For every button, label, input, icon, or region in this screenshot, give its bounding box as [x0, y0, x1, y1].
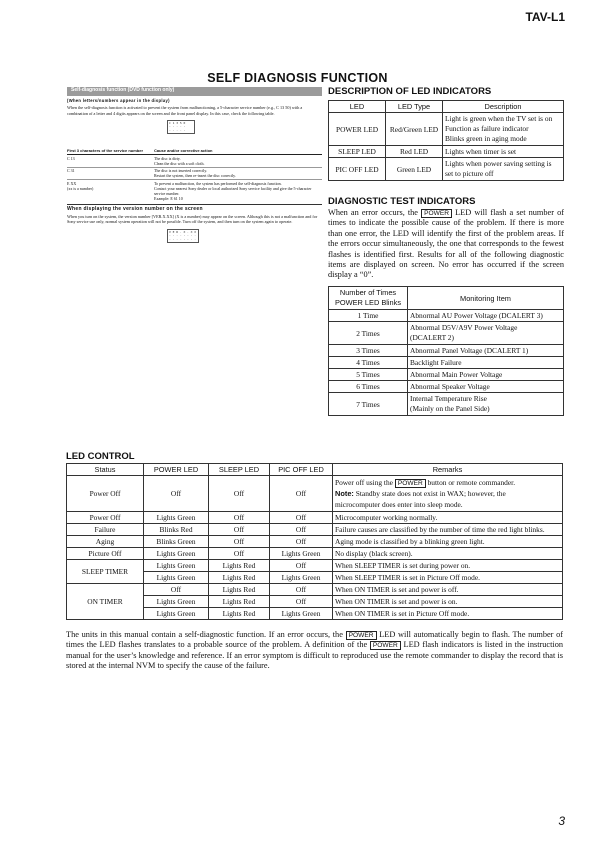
diagnostic-paragraph: When an error occurs, the POWER LED will flash a set number of times to indicate the possible cause of the problem. If there is more than one error, the LED will identify the first of the problem areas. If the errors occur simultaneously, the one that corresponds to the fewest flashes is identified first. Results for all of the following diagnostic items are displayed on screen. No error has occurred if the screen display a “0”. — [328, 208, 564, 280]
diagnostic-heading: DIAGNOSTIC TEST INDICATORS — [328, 196, 476, 207]
version-display: V E R . X . X X - - - - - - - - - - - - - - - - — [167, 229, 199, 243]
subhead-version: When displaying the version number on the screen — [67, 205, 203, 212]
table-row: 1 Time Abnormal AU Power Voltage (DCALERT 3) — [329, 310, 564, 322]
footer-paragraph: The units in this manual contain a self-diagnostic function. If an error occurs, the POWER LED will automatically begin to flash. The number of times the LED flashes translates to a probable source of the problem. A definition of the POWER LED flash indicators is listed in the instruction manual for the user’s knowledge and reference. If an error symptom is difficult to reproduced use the remote commander to display the record that is stored at the internal NVM to specify the cause of the failure. — [66, 630, 564, 671]
power-label: POWER — [421, 209, 452, 218]
power-label: POWER — [346, 631, 377, 640]
service-number-display: C 1 3 5 0 - - - - - - - - - - — [167, 120, 195, 134]
table-row: PIC OFF LED Green LED Lights when power saving setting is set to picture off — [329, 158, 564, 181]
table-row: 6 Times Abnormal Speaker Voltage — [329, 381, 564, 393]
table-row: SLEEP TIMER Lights Green Lights Red Off When SLEEP TIMER is set during power on. — [67, 560, 563, 572]
table-row: Power Off Off Off Off Power off using the POWER button or remote commander. Note: Standby state does not exist in WAX; however, the microcomputer does enter into sleep mode. — [67, 476, 563, 512]
power-button-label: POWER — [395, 479, 426, 488]
table-row: Lights Green Lights Red Lights Green When ON TIMER is set in Picture Off mode. — [67, 608, 563, 620]
led-description-heading: DESCRIPTION OF LED INDICATORS — [328, 86, 492, 97]
table-row: Lights Green Lights Red Off When ON TIMER is set and power is on. — [67, 596, 563, 608]
divider — [67, 204, 322, 205]
table-row: C 31 The disc is not inserted correctly. Restart the system, then re-insert the disc correctly. — [67, 167, 322, 180]
table-row: E XX (xx is a number) To prevent a malfunction, the system has performed the self-diagnosis function. Contact your nearest Sony dealer or local authorized Sony service facility and give the 5-character service number. Example: E 61 10 — [67, 180, 322, 202]
page-title: SELF DIAGNOSIS FUNCTION — [207, 71, 388, 85]
model-number: TAV-L1 — [525, 10, 565, 24]
table-row: Power Off Lights Green Off Off Microcomputer working normally. — [67, 512, 563, 524]
table-row: 7 Times Internal Temperature Rise (Mainly on the Panel Side) — [329, 393, 564, 416]
diagnostic-table: Number of Times POWER LED Blinks Monitoring Item 1 Time Abnormal AU Power Voltage (DCALERT 3) 2 Times Abnormal D5V/A9V Power Voltage (DCALERT 2) 3 Times Abnormal Panel Voltage (DCALERT 1) 4 Times Backlight Failure 5 Times Abnormal Main Power Voltage 6 Times Abnormal Speaker Voltage 7 Times Internal Temperature Rise (Mainly on the Panel Side) — [328, 286, 564, 416]
table-row: 3 Times Abnormal Panel Voltage (DCALERT 1) — [329, 345, 564, 357]
table-row: ON TIMER Off Lights Red Off When ON TIMER is set and power is off. — [67, 584, 563, 596]
led-description-table: LED LED Type Description POWER LED Red/Green LED Light is green when the TV set is on Function as failure indicator Blinks green in aging mode SLEEP LED Red LED Lights when timer is set PIC OFF LED Green LED Lights when power saving setting is set to picture off — [328, 100, 564, 181]
version-paragraph: When you turn on the system, the version number [VER.X.XX] (X is a number) may appear on the screen. Although this is not a malfunction and for Sony service use only, normal system operation will not be possible. Turn off the system, and then turn on the system again to operate. — [67, 214, 318, 225]
table-row: 5 Times Abnormal Main Power Voltage — [329, 369, 564, 381]
service-code-table: First 3 characters of the service number Cause and/or corrective action C 13 The disc is dirty. Clean the disc with a soft cloth. C 31 The disc is not inserted correctly. Restart the system, then re-insert the disc correctly. E XX (xx is a number) To prevent a malfunction, the system has performed the self-diagnosis function. Contact your nearest Sony dealer or local authorized Sony service facility and give the 5-character service number. Example: E 61 10 — [67, 148, 322, 202]
table-row: 2 Times Abnormal D5V/A9V Power Voltage (DCALERT 2) — [329, 322, 564, 345]
power-label: POWER — [370, 641, 401, 650]
led-control-heading: LED CONTROL — [66, 451, 135, 462]
table-row: POWER LED Red/Green LED Light is green when the TV set is on Function as failure indicator Blinks green in aging mode — [329, 113, 564, 146]
table-row: Lights Green Lights Red Lights Green When SLEEP TIMER is set in Picture Off mode. — [67, 572, 563, 584]
table-row: Failure Blinks Red Off Off Failure causes are classified by the number of time the red light blinks. — [67, 524, 563, 536]
intro-paragraph: When the self-diagnosis function is activated to prevent the system from malfunctioning, a 5-character service number (e.g., C 13 50) with a combination of a letter and 4 digits appears on the screen and the front panel display. In this case, check the following table. — [67, 105, 303, 116]
table-row: 4 Times Backlight Failure — [329, 357, 564, 369]
self-diagnosis-title: Self-diagnosis function (DVD function only) — [67, 87, 322, 96]
subhead-letters: (When letters/numbers appear in the display) — [67, 98, 170, 103]
led-control-table: Status POWER LED SLEEP LED PIC OFF LED Remarks Power Off Off Off Off Power off using the POWER button or remote commander. Note: Standby state does not exist in WAX; however, the microcomputer does enter into sleep mode. Power Off Lights Green Off Off Microcomputer working normally. Failure Blinks Red Off Off Failure causes are classified by the number of time the red light blinks. Aging Blinks Green Off Off Aging mode is classified by a blinking green light. Picture Off Lights Green Off Lights Green No display (black screen). SLEEP TIMER Lights Green Lights Red Off When SLEEP TIMER is set during power on. Lights Green Lights Red Lights Green When SLEEP TIMER is set in Picture Off mode. ON TIMER Off Lights Red Off When ON TIMER is set and power is off. Lights Green Lights Red Off When ON TIMER is set and power is on. Lights Green Lights Red Lights Green When ON TIMER is set in Picture Off mode. — [66, 463, 563, 620]
table-row: C 13 The disc is dirty. Clean the disc with a soft cloth. — [67, 155, 205, 166]
table-row: Aging Blinks Green Off Off Aging mode is classified by a blinking green light. — [67, 536, 563, 548]
table-row: SLEEP LED Red LED Lights when timer is set — [329, 146, 564, 158]
page-number: 3 — [558, 814, 565, 828]
self-diagnosis-section — [67, 87, 322, 243]
table-row: Picture Off Lights Green Off Lights Green No display (black screen). — [67, 548, 563, 560]
